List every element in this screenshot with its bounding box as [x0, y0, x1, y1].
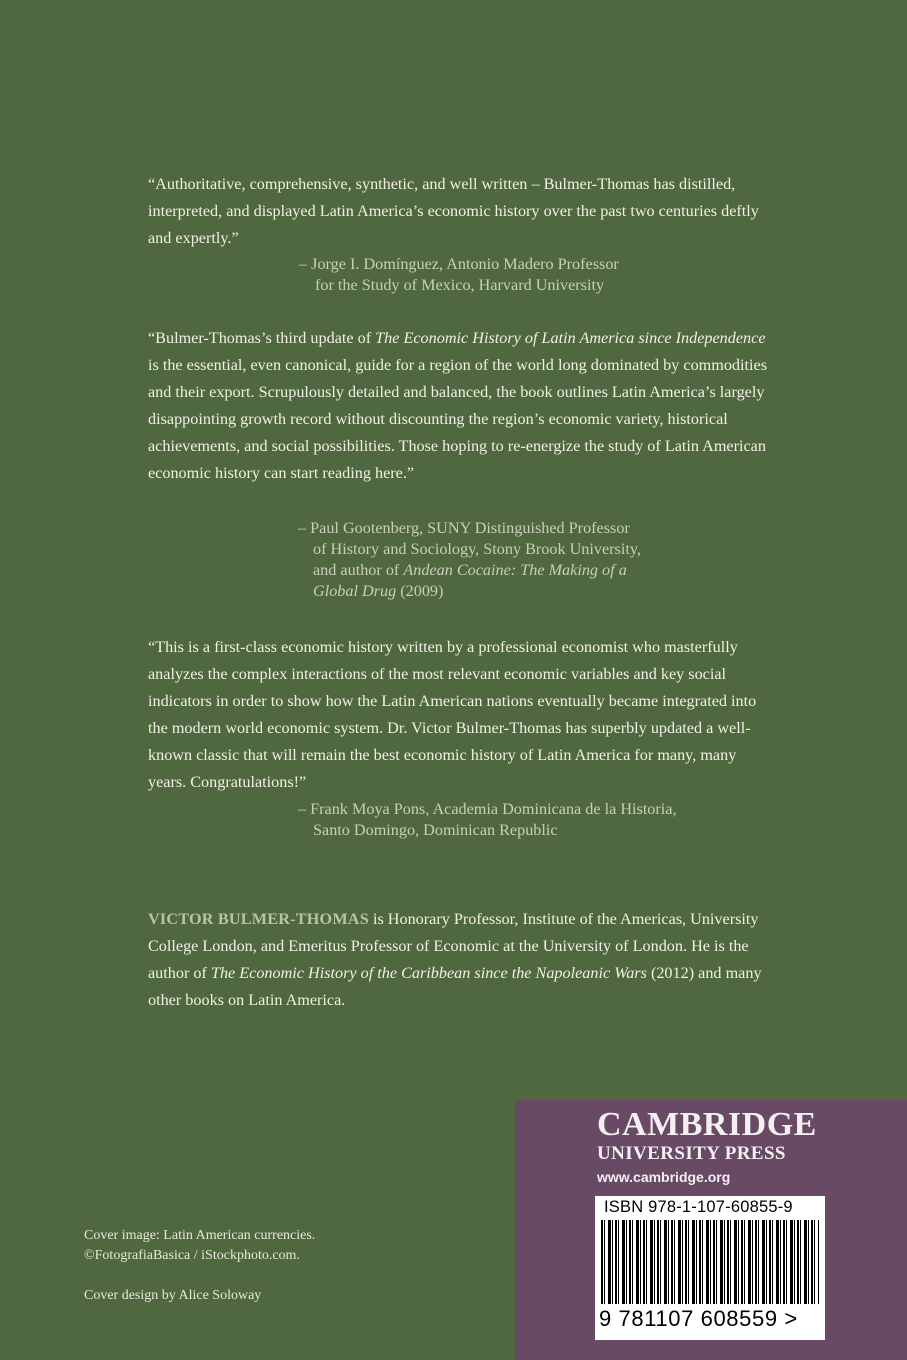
attribution-gootenberg: [298, 518, 653, 602]
attribution-line: – Frank Moya Pons, Academia Dominicana de la Historia,: [298, 800, 677, 818]
cover-design-credit: [84, 1286, 261, 1306]
attribution-line: Santo Domingo, Dominican Republic: [313, 821, 558, 839]
barcode-digits: 9 781107 608559 >: [599, 1306, 798, 1331]
bio-text-start: is Honorary Professor, Institute of the Americas, University College London, and Emeritus Professor of Economic at the University of London. He is the author of: [148, 910, 759, 982]
quote-text: “This is a first-class economic history written by a professional economist who masterfully analyzes the complex interactions of the most relevant economic variables and key social indicators in order to show how the Latin American nations eventually became integrated into the modern world economic system. Dr. Victor Bulmer-Thomas has superbly updated a well-known classic that will remain the best economic history of Latin America for many, many years. Congratulations!”: [148, 638, 757, 791]
publisher-box: [515, 1100, 907, 1360]
quote-book-title: The Economic History of Latin America since Independence: [375, 329, 766, 347]
attribution-line: of History and Sociology, Stony Brook University,: [313, 540, 641, 558]
credit-line: Cover design by Alice Soloway: [84, 1288, 262, 1303]
publisher-name: CAMBRIDGE: [597, 1106, 817, 1143]
credit-line: Cover image: Latin American currencies.: [84, 1228, 316, 1243]
credit-line: ©FotografiaBasica / iStockphoto.com.: [84, 1248, 300, 1263]
author-bio: [148, 906, 773, 1014]
publisher-subtitle: UNIVERSITY PRESS: [597, 1143, 786, 1164]
attribution-book-title: Andean Cocaine: The Making of a Global Drug: [313, 561, 627, 600]
quote-moya-pons: [148, 634, 768, 796]
attribution-dominguez: [299, 254, 619, 296]
bio-book-title: The Economic History of the Caribbean since the Napoleanic Wars: [210, 964, 647, 982]
author-name: VICTOR BULMER-THOMAS: [148, 910, 369, 928]
attribution-line: [298, 560, 653, 602]
quote-dominguez: [148, 171, 768, 252]
attribution-line: – Paul Gootenberg, SUNY Distinguished Professor: [298, 519, 630, 537]
publisher-url: www.cambridge.org: [597, 1169, 731, 1185]
quote-gootenberg: [148, 325, 768, 487]
quote-text-end: is the essential, even canonical, guide for a region of the world long dominated by commodities and their export. Scrupulously detailed and balanced, the book outlines Latin America’s largely disappointing growth record without discounting the region’s economic variety, historical achievements, and social possibilities. Those hoping to re-energize the study of Latin American economic history can start reading here.”: [148, 356, 768, 482]
attribution-year: (2009): [396, 582, 444, 600]
attribution-line: for the Study of Mexico, Harvard University: [315, 276, 605, 294]
attribution-moya-pons: [298, 799, 677, 841]
isbn-barcode: [595, 1196, 825, 1340]
barcode-bars: [601, 1220, 819, 1304]
cover-image-credit: [84, 1226, 315, 1266]
isbn-label: ISBN 978-1-107-60855-9: [604, 1198, 793, 1216]
quote-text-start: “Bulmer-Thomas’s third update of: [148, 329, 376, 347]
quote-text: “Authoritative, comprehensive, synthetic, and well written – Bulmer-Thomas has distilled, interpreted, and displayed Latin America’s economic history over the past two centuries deftly and expertly.”: [148, 175, 759, 247]
bio-text-end: (2012) and many other books on Latin America.: [148, 964, 762, 1009]
attribution-line: – Jorge I. Domínguez, Antonio Madero Professor: [299, 255, 619, 273]
attribution-prefix: and author of: [313, 561, 404, 579]
